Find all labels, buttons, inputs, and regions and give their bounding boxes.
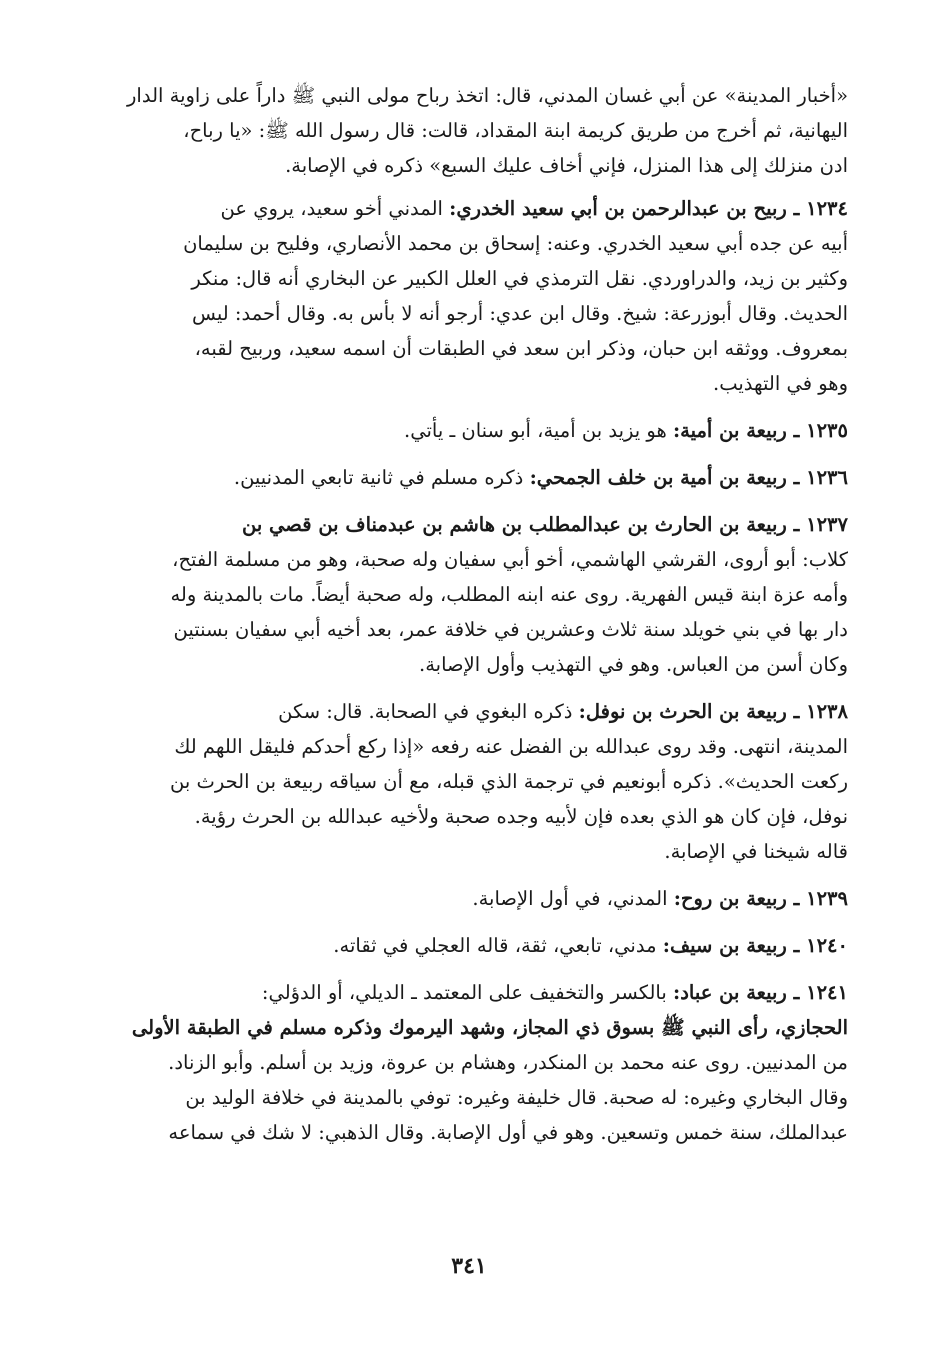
text-line: قاله شيخنا في الإصابة. (664, 840, 848, 863)
text-line: وقال البخاري وغيره: له صحبة. قال خليفة وغيره: توفي بالمدينة في خلافة الوليد بن (185, 1086, 848, 1109)
entry-first-line (92, 928, 848, 963)
entry-heading: ١٢٣٦ ـ ربيعة بن أمية بن خلف الجمحي: (529, 466, 848, 489)
entry-heading: ١٢٣٩ ـ ربيعة بن روح: (673, 887, 848, 910)
text-line: الحديث. وقال أبوزرعة: شيخ. وقال ابن عدي: أرجو أنه لا بأس به. وقال أحمد: ليس (192, 302, 848, 325)
entry-1238 (92, 694, 848, 869)
text-line: كلاب: أبو أروى، القرشي الهاشمي، أخو أبي سفيان وله صحبة، وهو من مسلمة الفتح، (172, 548, 848, 571)
entry-heading: ١٢٣٤ ـ ربيح بن عبدالرحمن بن أبي سعيد الخدري: (449, 197, 848, 220)
entry-intro (92, 78, 848, 183)
text-line: وكان أسن من العباس. وهو في التهذيب وأول الإصابة. (419, 653, 848, 676)
text-line: «أخبار المدينة» عن أبي غسان المدني، قال: اتخذ رباح مولى النبي ﷺ داراً على زاوية الدار (127, 84, 848, 107)
text-line: من المدنيين. روى عنه محمد بن المنكدر، وهشام بن عروة، وزيد بن أسلم. وأبو الزناد. (168, 1051, 848, 1074)
text-line: دار بها في بني خويلد سنة ثلاث وعشرين في خلافة عمر، بعد أخيه أبي سفيان بسنتين (173, 618, 848, 641)
text-line: الحجازي، رأى النبي ﷺ بسوق ذي المجاز، وشهد اليرموك وذكره مسلم في الطبقة الأولى (131, 1016, 848, 1039)
entry-text: بالكسر والتخفيف على المعتمد ـ الديلي، أو الدؤلي: (261, 981, 667, 1004)
entry-first-line (92, 460, 848, 495)
entry-heading: ١٢٣٧ ـ ربيعة بن الحارث بن عبدالمطلب بن هاشم بن عبدمناف بن قصي بن (241, 513, 848, 536)
text-line: بمعروف. ووثقه ابن حبان، وذكر ابن سعد في الطبقات أن اسمه سعيد، وربيح لقبه، (194, 337, 848, 360)
entry-heading: ١٢٣٥ ـ ربيعة بن أمية: (672, 419, 848, 442)
text-line: وكثير بن زيد، والدراوردي. نقل الترمذي في العلل الكبير عن البخاري أنه قال: منكر (191, 267, 848, 290)
entry-first-line (92, 881, 848, 916)
text-line: نوفل، فإن كان هو الذي بعده فإن لأبيه وجده صحبة ولأخيه عبدالله بن الحرث رؤية. (194, 805, 848, 828)
text-line: وأمه عزة ابنة قيس الفهرية. روى عنه ابنه المطلب، وله صحبة أيضاً. مات بالمدينة وله (170, 583, 848, 606)
entry-heading: ١٢٣٨ ـ ربيعة بن الحرث بن نوفل: (578, 700, 848, 723)
entry-first-line (92, 413, 848, 448)
entry-text: المدني، في أول الإصابة. (472, 887, 668, 910)
page-number: ٣٤١ (451, 1253, 487, 1279)
entry-heading: ١٢٤٠ ـ ربيعة بن سيف: (662, 934, 848, 957)
entry-1241 (92, 975, 848, 1150)
entry-1237 (92, 507, 848, 682)
entry-1239 (92, 881, 848, 916)
text-column (92, 78, 848, 1150)
entry-first-line (92, 975, 848, 1010)
entry-1240 (92, 928, 848, 963)
entry-text: مدني، تابعي، ثقة، قاله العجلي في ثقاته. (333, 934, 657, 957)
text-line: عبدالملك، سنة خمس وتسعين. وهو في أول الإصابة. وقال الذهبي: لا شك في سماعه (168, 1121, 848, 1144)
text-line: اليهانية، ثم أخرج من طريق كريمة ابنة المقداد، قالت: قال رسول الله ﷺ: «يا رباح، (183, 119, 848, 142)
text-line: وهو في التهذيب. (713, 372, 848, 395)
entry-text: ذكره البغوي في الصحابة. قال: سكن (278, 700, 573, 723)
text-line: المدينة، انتهى. وقد روى عبدالله بن الفضل عنه رفعه «إذا ركع أحدكم فليقل اللهم لك (174, 735, 848, 758)
entry-first-line (92, 507, 848, 542)
entry-text: هو يزيد بن أمية، أبو سنان ـ يأتي. (404, 419, 667, 442)
text-line: أبيه عن جده أبي سعيد الخدري. وعنه: إسحاق بن محمد الأنصاري، وفليح بن سليمان (183, 232, 848, 255)
entry-1234 (92, 191, 848, 401)
text-line: ادن منزلك إلى هذا المنزل، فإني أخاف عليك السبع» ذكره في الإصابة. (285, 154, 848, 177)
text-line: ركعت الحديث». ذكره أبونعيم في ترجمة الذي قبله، مع أن سياقه ربيعة بن الحرث بن (170, 770, 848, 793)
entry-heading: ١٢٤١ ـ ربيعة بن عباد: (673, 981, 848, 1004)
entry-1235 (92, 413, 848, 448)
entry-text: ذكره مسلم في ثانية تابعي المدنيين. (233, 466, 524, 489)
entry-1236 (92, 460, 848, 495)
entry-text: المدني أخو سعيد، يروي عن (220, 197, 443, 220)
entry-first-line (92, 191, 848, 226)
entry-first-line (92, 694, 848, 729)
